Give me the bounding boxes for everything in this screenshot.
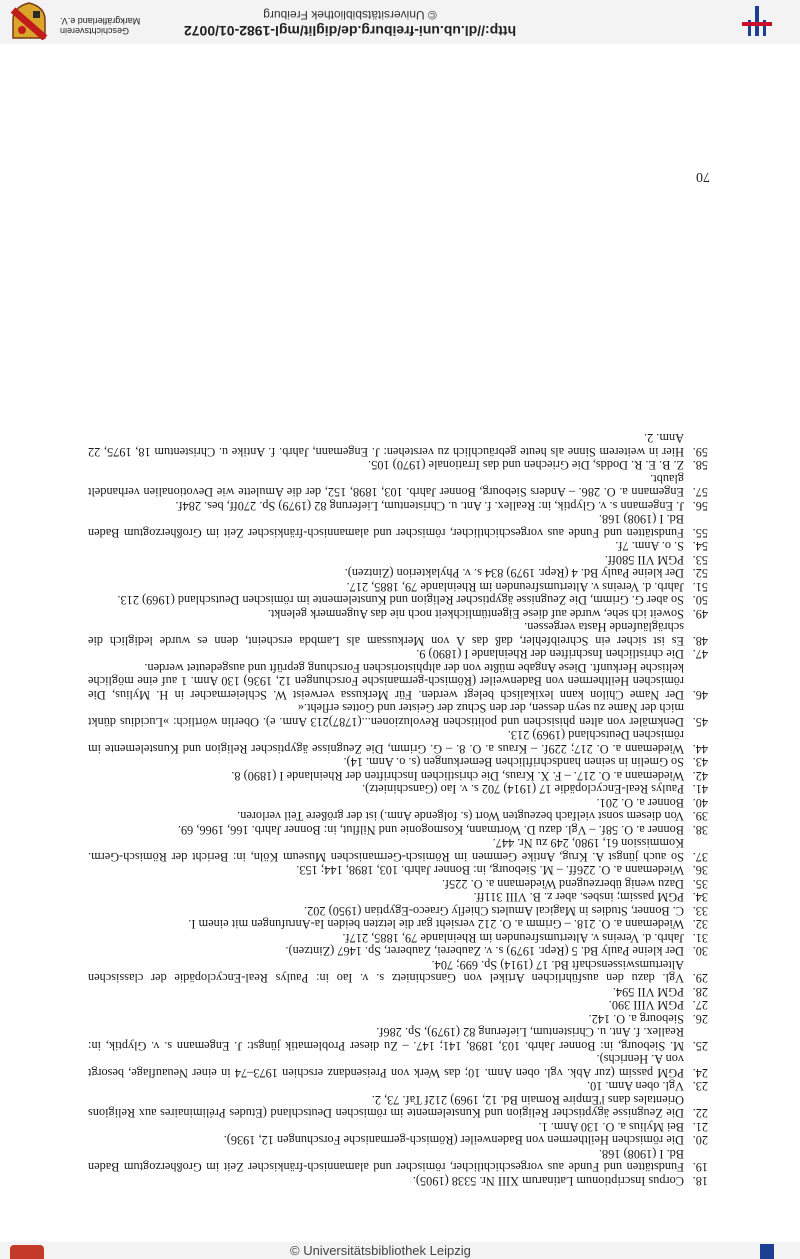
footnote-number: 36. xyxy=(692,863,708,878)
footnote-text: Der kleine Pauly Bd. 4 (Repr. 1979) 834 s. v. Phylakterion (Zintzen). xyxy=(344,566,684,581)
footnote xyxy=(88,539,708,553)
footnote-number: 19. xyxy=(692,1160,708,1175)
footnote xyxy=(88,863,708,877)
footnote-text: Die Zeugnisse ägyptischer Religion und Kunstelemente im römischen Deutschland (Etudes Préliminaires aux Religions Orientales dans l'Empire Romain Bd. 12, 1969) 212f Taf. 73, 2. xyxy=(88,1093,684,1121)
footnote-text: PGM VII 580ff. xyxy=(604,553,684,567)
footnote-text: PGM passim (zur Abk. vgl. oben Anm. 10; das Werk von Preisendanz erschien 1973–74 in einer Neuauflage, besorgt von A. Henrichs). xyxy=(88,1052,684,1080)
footnote-number: 24. xyxy=(692,1066,708,1080)
footnote xyxy=(88,1012,708,1026)
footnote-text: Der Name Chilon kann lexikalisch belegt werden. Für Merkussa verweist W. Schleiermacher in H. Mylius, Die römischen Heilthermen von Badenweiler (Römisch-germanische Forschungen 12, 1936) 130 Anm. 1 auf eine mögliche keltische Herkunft. Diese Angabe müßte von der altphistorischen Forschung geprüft und ausgedeutet werden. xyxy=(88,661,684,702)
footnote-text: Wiedemann a. O. 226ff. – M. Siebourg, in: Bonner Jahrb. 103, 1898, 144; 153. xyxy=(296,863,684,878)
footnote xyxy=(88,782,708,796)
footnote-number: 27. xyxy=(692,998,708,1013)
footnote-number: 41. xyxy=(692,782,708,797)
footnote-text: Wiedemann a. O. 217. – F. X. Kraus, Die christlichen Inschriften der Rheinlande I (1890) 8. xyxy=(231,769,684,783)
footnote xyxy=(88,1052,708,1079)
footnote-number: 34. xyxy=(692,890,708,905)
footnote-text: Z. B. E. R. Dodds, Die Griechen und das Irrationale (1970) 105. xyxy=(368,458,684,473)
footnote xyxy=(88,796,708,810)
footnote-text: Paulys Real-Encyclopädie 17 (1914) 702 s. v. Iao (Ganschinietz). xyxy=(362,782,684,797)
footnote xyxy=(88,701,708,728)
footnote-number: 50. xyxy=(692,593,708,608)
footnote-text: Hier in weiterem Sinne als heute gebräuchlich zu verstehen: J. Engemann, Jahrb. f. Antike u. Christentum 18, 1975, 22 Anm. 2. xyxy=(88,431,684,459)
footnote-text: Siebourg a. O. 142. xyxy=(588,1012,684,1026)
footnote-text: Bonner a. O. 201. xyxy=(596,796,684,810)
footnote-number: 25. xyxy=(692,1039,708,1053)
page-number: 70 xyxy=(696,169,710,184)
footnote-text: Von diesem sonst vielfach bezeugten Wort (s. folgende Anm.) ist der größere Teil verloren. xyxy=(237,809,684,824)
footnote-text: Der kleine Pauly Bd. 5 (Repr. 1979) s. v. Zauberei, Zauberer, Sp. 1467 (Zintzen). xyxy=(285,944,684,959)
footnote-text: Wiedemann a. O. 218. – Grimm a. O. 212 versieht gar die letzten beiden Ia-Anrufungen mit einem I. xyxy=(188,917,684,932)
footnote-text: Die christlichen Inschriften der Rheinlande I (1890) 9. xyxy=(416,647,684,662)
footnote-number: 49. xyxy=(692,607,708,621)
footnote xyxy=(88,512,708,539)
document-url-link[interactable]: http://dl.ub.uni-freiburg.de/diglit/mgl-1982-01/0072 xyxy=(183,23,517,39)
footnote-number: 47. xyxy=(692,647,708,662)
footnote xyxy=(88,931,708,945)
footnote-text: Engemann a. O. 286. – Anders Siebourg, Bonner Jahrb. 103, 1898, 152, der die Amulette wie Devotionalien verhandelt glaubt. xyxy=(88,472,684,500)
footnote-number: 20. xyxy=(692,1133,708,1148)
footnote-number: 21. xyxy=(692,1120,708,1134)
footnote xyxy=(88,647,708,661)
footnote xyxy=(88,904,708,918)
footnote xyxy=(88,499,708,513)
footnote xyxy=(88,917,708,931)
footnote xyxy=(88,998,708,1012)
footnote xyxy=(88,1174,708,1188)
footnote xyxy=(88,1147,708,1174)
footnote-number: 57. xyxy=(692,485,708,500)
bottom-strip-text: © Universitätsbibliothek Leipzig xyxy=(290,1243,471,1258)
footnote-number: 54. xyxy=(692,539,708,554)
footnote-text: S. o. Anm. 7f. xyxy=(615,539,684,554)
footnote-number: 55. xyxy=(692,526,708,540)
footnote xyxy=(88,607,708,621)
footnote-text: PGM VIII 390. xyxy=(608,998,684,1013)
society-line-1: Geschichtsverein xyxy=(60,26,130,36)
footnote-number: 42. xyxy=(692,769,708,783)
footnote xyxy=(88,431,708,458)
footnote-number: 31. xyxy=(692,931,708,945)
footnote-number: 33. xyxy=(692,904,708,918)
footnote xyxy=(88,1025,708,1052)
footnote-number: 53. xyxy=(692,553,708,567)
footnote-text: Vgl. oben Anm. 10. xyxy=(586,1079,684,1094)
footnote-number: 37. xyxy=(692,850,708,864)
footnote-number: 23. xyxy=(692,1079,708,1094)
footnote-number: 38. xyxy=(692,823,708,837)
footnote xyxy=(88,809,708,823)
footnote-text: Jahrb. d. Vereins v. Altertumsfreunden im Rheinlande 79, 1885, 217f. xyxy=(342,931,684,945)
footnote-text: PGM passim; insbes. aber z. B. VIII 311ff. xyxy=(473,890,684,905)
footnote-text: Fundstätten und Funde aus vorgeschichtlicher, römischer und alamannisch-fränkischer Zeit im Großherzogtum Baden Bd. I (1908) 168. xyxy=(88,1147,684,1175)
footnote-number: 59. xyxy=(692,445,708,459)
footnote-number: 48. xyxy=(692,634,708,648)
footnote xyxy=(88,1093,708,1120)
footnote-text: Corpus Inscriptionum Latinarum XIII Nr. 5338 (1905). xyxy=(412,1174,684,1188)
footnote xyxy=(88,877,708,891)
footnote-number: 28. xyxy=(692,985,708,999)
footnote-text: Wiedemann a. O. 217; 229f. – Kraus a. O. 8. – G. Grimm, Die Zeugnisse ägyptischer Religion und Kunstelemente im römischen Deutschland (1969) 213. xyxy=(88,728,684,756)
page-header xyxy=(0,0,800,44)
footnote-text: Jahrb. d. Vereins v. Altertumsfreunden im Rheinlande 79, 1885, 217. xyxy=(346,580,684,594)
footnotes-list xyxy=(88,431,708,1187)
footnote xyxy=(88,890,708,904)
footnote xyxy=(88,823,708,837)
footnote-text: Vgl. dazu den ausführlichen Artikel von Ganschinietz s. v. Iao in: Paulys Real-Encyclopädie der classischen Altertumswissenschaft Bd. 17 (1914) Sp. 699; 704. xyxy=(88,958,684,986)
footnote-text: Bonner a. O. 58f. – Vgl. dazu D. Wortmann, Kosmogonie und Nilflut, in: Bonner Jahrb. 166, 1966, 69. xyxy=(177,823,684,837)
footnote-number: 35. xyxy=(692,877,708,891)
footnote xyxy=(88,836,708,863)
footnote-text: So auch jüngst A. Krug, Antike Gemmen im Römisch-Germanischen Museum Köln, in: Bericht der Römisch-Germ. Kommission 61, 1980, 249 zu Nr. 447. xyxy=(88,836,684,864)
society-name xyxy=(60,16,160,36)
footnote xyxy=(88,661,708,702)
footnote-number: 22. xyxy=(692,1106,708,1121)
header-center xyxy=(160,8,540,40)
footnote-number: 29. xyxy=(692,971,708,986)
footnote-number: 39. xyxy=(692,809,708,824)
footnote xyxy=(88,472,708,499)
footnote xyxy=(88,1079,708,1093)
footnote-number: 58. xyxy=(692,458,708,473)
footnote-number: 32. xyxy=(692,917,708,932)
footnote-number: 30. xyxy=(692,944,708,959)
footnote-number: 18. xyxy=(692,1174,708,1188)
footnote-text: Es ist sicher ein Schreibfehler, daß das Λ von Merkussam als Lambda erscheint, denn es wurde lediglich die schrägläufende Hasta vergessen. xyxy=(88,620,684,648)
footnote xyxy=(88,1133,708,1147)
footnote-text: M. Siebourg, in: Bonner Jahrb. 103, 1898, 141; 147. – Zu dieser Problematik jüngst: J. Engemann s. v. Glyptik, in: Reallex. f. Ant. u. Christentum, Lieferung 82 (1979), Sp. 286f. xyxy=(88,1025,684,1053)
footnote xyxy=(88,553,708,567)
footnote-text: Fundstätten und Funde aus vorgeschichtlicher, römischer und alamannisch-fränkischer Zeit im Großherzogtum Baden Bd. I (1908) 168. xyxy=(88,512,684,540)
footnote xyxy=(88,769,708,783)
university-logo-icon xyxy=(742,6,772,36)
footnote-text: Die römischen Heilthermen von Badenweiler (Römisch-germanische Forschungen 12, 1936). xyxy=(223,1133,684,1148)
footnote-text: So aber G. Grimm, Die Zeugnisse ägyptischer Religion und Kunstelemente im römischen Deutschland (1969) 213. xyxy=(117,593,684,608)
footnote-text: So Gmelin in seinen handschriftlichen Bemerkungen (s. o. Anm. 14). xyxy=(343,755,684,770)
footnote xyxy=(88,566,708,580)
footnote-text: Denkmäler von alten phisischen und politischen Revoluzionen...(1787)213 Anm. e). Oberlin wörtlich: »Lucidius dünkt mich der Name zu seyn dessen, der den Schuz der Geister und Gottes erfleht.« xyxy=(88,701,684,729)
footnote xyxy=(88,985,708,999)
footnote-number: 56. xyxy=(692,499,708,513)
society-line-2: Markgräflerland e.V. xyxy=(60,16,141,26)
footnote xyxy=(88,944,708,958)
footnote-number: 26. xyxy=(692,1012,708,1026)
footnote-number: 51. xyxy=(692,580,708,594)
footnote xyxy=(88,755,708,769)
footnote-text: C. Bonner, Studies in Magical Amulets Chiefly Graeco-Egyptian (1950) 202. xyxy=(304,904,684,918)
footnote-number: 43. xyxy=(692,755,708,770)
footnote xyxy=(88,580,708,594)
footnote xyxy=(88,958,708,985)
footnote-number: 45. xyxy=(692,715,708,729)
footnote xyxy=(88,1120,708,1134)
footnote-number: 44. xyxy=(692,742,708,756)
footnote xyxy=(88,593,708,607)
footnote xyxy=(88,728,708,755)
footnote-text: PGM VII 594. xyxy=(612,985,684,999)
footnote-text: Dazu wenig überzeugend Wiedemann a. O. 225f. xyxy=(441,877,684,891)
footnote-number: 40. xyxy=(692,796,708,810)
footnote-number: 52. xyxy=(692,566,708,581)
footnote xyxy=(88,458,708,472)
footnote-number: 46. xyxy=(692,688,708,702)
society-crest-icon xyxy=(10,2,48,40)
footnote-text: Bei Mylius a. O. 130 Anm. 1. xyxy=(538,1120,684,1134)
footnote xyxy=(88,620,708,647)
footnote-text: J. Engemann s. v. Glyptik, in: Reallex. f. Ant. u. Christentum, Lieferung 82 (1979) Sp. 270ff, bes. 284f. xyxy=(175,499,684,513)
copyright-text: © Universitätsbibliothek Freiburg xyxy=(263,8,437,22)
footnote-text: Soweit ich sehe, wurde auf diese Eigentümlichkeit noch nie das Augenmerk gelenkt. xyxy=(267,607,684,621)
